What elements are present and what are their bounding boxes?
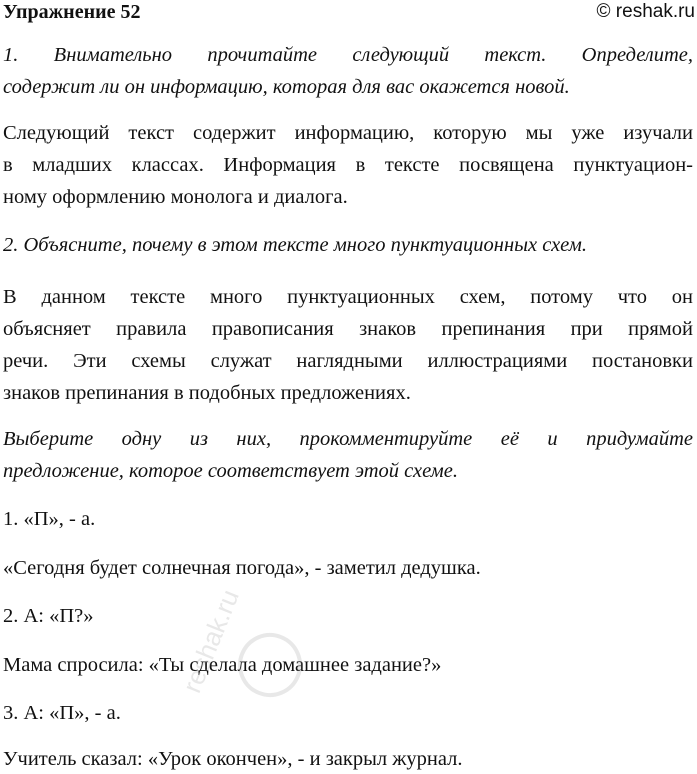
question-1-line-2: содержит ли он информацию, которая для вас окажется новой. (3, 76, 570, 98)
example-1: «Сегодня будет солнечная погода», - заметил дедушка. (3, 557, 481, 579)
header (3, 0, 695, 24)
answer-1-line-2: в младших классах. Информация в тексте посвящена пунктуацион- (3, 154, 693, 176)
answer-2-line-1: В данном тексте много пунктуационных схем, потому что он (3, 286, 693, 308)
scheme-2: 2. А: «П?» (3, 605, 94, 627)
svg-text:reshak.ru: reshak.ru (176, 585, 245, 697)
question-3-line-1: Выберите одну из них, прокомментируйте её и придумайте (3, 428, 693, 450)
scheme-3: 3. А: «П», - а. (3, 702, 121, 724)
example-2: Мама спросила: «Ты сделала домашнее задание?» (3, 654, 442, 676)
answer-1-line-3: ному оформлению монолога и диалога. (3, 186, 348, 208)
question-1-line-1: 1. Внимательно прочитайте следующий текст. Определите, (3, 44, 693, 66)
question-3-line-2: предложение, которое соответствует этой схеме. (3, 460, 458, 482)
answer-2-line-3: речи. Эти схемы служат наглядными иллюстрациями постановки (3, 350, 693, 372)
question-2: 2. Объясните, почему в этом тексте много пунктуационных схем. (3, 234, 587, 256)
copyright-label: © reshak.ru (596, 1, 695, 22)
scheme-1: 1. «П», - а. (3, 508, 96, 530)
answer-1-line-1: Следующий текст содержит информацию, которую мы уже изучали (3, 122, 693, 144)
exercise-title: Упражнение 52 (3, 1, 141, 23)
answer-2-line-2: объясняет правила правописания знаков препинания при прямой (3, 318, 693, 340)
example-3: Учитель сказал: «Урок окончен», - и закрыл журнал. (3, 748, 463, 770)
answer-2-line-4: знаков препинания в подобных предложениях. (3, 382, 411, 404)
